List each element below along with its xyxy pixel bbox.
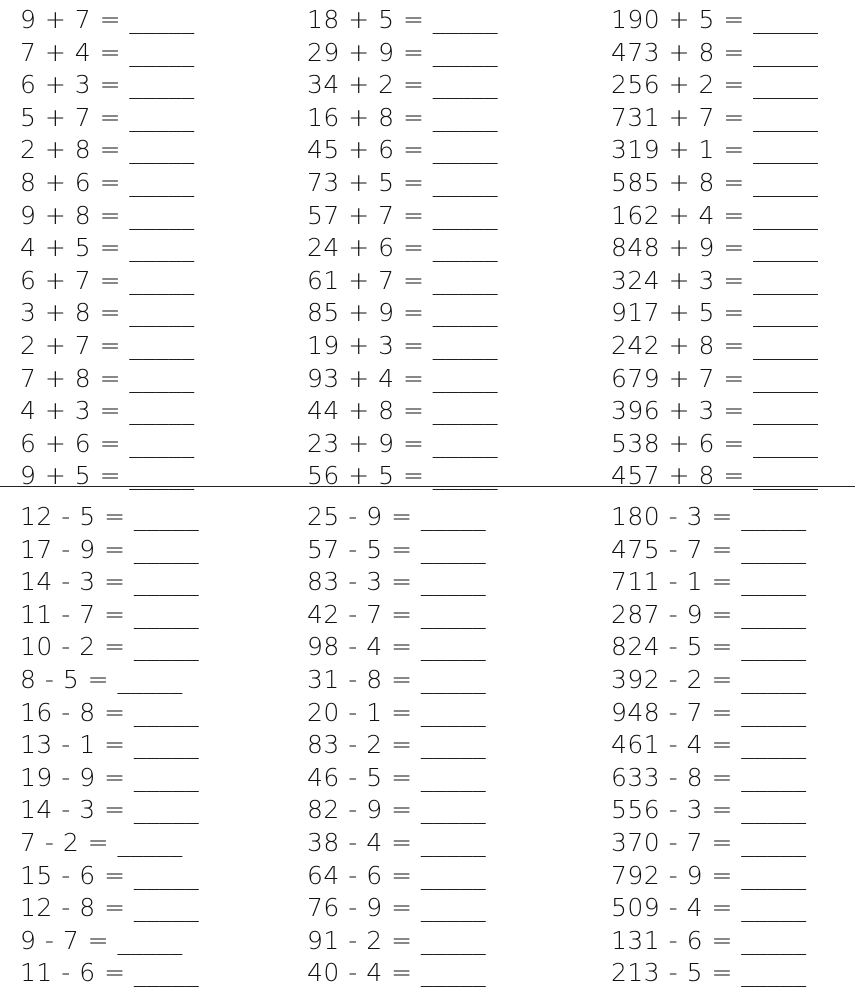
subtraction-problem: 509 - 4 = _____	[611, 893, 807, 923]
subtraction-problem: 9 - 7 = _____	[20, 925, 183, 955]
addition-problem: 190 + 5 = _____	[611, 5, 819, 34]
subtraction-problem: 948 - 7 = _____	[611, 697, 807, 727]
addition-problem: 6 + 6 = _____	[20, 428, 195, 458]
addition-problem: 56 + 5 = _____	[307, 461, 498, 491]
addition-problem: 396 + 3 = _____	[611, 396, 819, 426]
addition-problem: 679 + 7 = _____	[611, 363, 819, 393]
addition-problem: 57 + 7 = _____	[307, 200, 498, 230]
addition-problem: 162 + 4 = _____	[611, 200, 819, 230]
subtraction-column-two-digit	[285, 501, 595, 990]
subtraction-problem: 83 - 2 = _____	[307, 730, 486, 760]
addition-problem: 8 + 6 = _____	[20, 167, 195, 197]
subtraction-problem: 76 - 9 = _____	[307, 893, 486, 923]
addition-problem: 9 + 5 = _____	[20, 461, 195, 491]
addition-problem: 4 + 5 = _____	[20, 233, 195, 263]
subtraction-problem: 15 - 6 = _____	[20, 860, 199, 890]
subtraction-problem: 131 - 6 = _____	[611, 925, 807, 955]
addition-problem: 7 + 8 = _____	[20, 363, 195, 393]
subtraction-problem: 82 - 9 = _____	[307, 795, 486, 825]
addition-problem: 29 + 9 = _____	[307, 37, 498, 67]
addition-section	[0, 4, 855, 493]
addition-problem: 242 + 8 = _____	[611, 330, 819, 360]
addition-problem: 2 + 8 = _____	[20, 135, 195, 165]
addition-column-single-digit	[0, 4, 285, 493]
addition-problem: 457 + 8 = _____	[611, 461, 819, 491]
subtraction-problem: 287 - 9 = _____	[611, 599, 807, 629]
subtraction-problem: 83 - 3 = _____	[307, 567, 486, 597]
subtraction-problem: 633 - 8 = _____	[611, 762, 807, 792]
addition-problem: 6 + 7 = _____	[20, 265, 195, 295]
subtraction-problem: 792 - 9 = _____	[611, 860, 807, 890]
subtraction-problem: 57 - 5 = _____	[307, 534, 486, 564]
subtraction-problem: 46 - 5 = _____	[307, 762, 486, 792]
addition-problem: 23 + 9 = _____	[307, 428, 498, 458]
addition-problem: 4 + 3 = _____	[20, 396, 195, 426]
subtraction-problem: 213 - 5 = _____	[611, 958, 807, 988]
addition-problem: 93 + 4 = _____	[307, 363, 498, 393]
subtraction-problem: 824 - 5 = _____	[611, 632, 807, 662]
subtraction-section	[0, 501, 855, 990]
subtraction-problem: 556 - 3 = _____	[611, 795, 807, 825]
subtraction-problem: 38 - 4 = _____	[307, 827, 486, 857]
subtraction-column-single-digit	[0, 501, 285, 990]
subtraction-problem: 14 - 3 = _____	[20, 795, 199, 825]
subtraction-problem: 8 - 5 = _____	[20, 664, 183, 694]
addition-problem: 3 + 8 = _____	[20, 298, 195, 328]
addition-problem: 73 + 5 = _____	[307, 167, 498, 197]
subtraction-problem: 98 - 4 = _____	[307, 632, 486, 662]
subtraction-problem: 20 - 1 = _____	[307, 697, 486, 727]
subtraction-problem: 25 - 9 = _____	[307, 502, 486, 531]
addition-problem: 319 + 1 = _____	[611, 135, 819, 165]
subtraction-problem: 12 - 5 = _____	[20, 502, 199, 531]
addition-problem: 45 + 6 = _____	[307, 135, 498, 165]
subtraction-problem: 64 - 6 = _____	[307, 860, 486, 890]
subtraction-problem: 461 - 4 = _____	[611, 730, 807, 760]
subtraction-problem: 13 - 1 = _____	[20, 730, 199, 760]
addition-problem: 9 + 7 = _____	[20, 5, 195, 34]
section-divider	[0, 486, 855, 487]
addition-problem: 85 + 9 = _____	[307, 298, 498, 328]
addition-problem: 473 + 8 = _____	[611, 37, 819, 67]
subtraction-problem: 11 - 6 = _____	[20, 958, 199, 988]
addition-problem: 2 + 7 = _____	[20, 330, 195, 360]
subtraction-problem: 10 - 2 = _____	[20, 632, 199, 662]
subtraction-problem: 180 - 3 = _____	[611, 502, 807, 531]
addition-problem: 6 + 3 = _____	[20, 70, 195, 100]
addition-problem: 731 + 7 = _____	[611, 102, 819, 132]
addition-problem: 18 + 5 = _____	[307, 5, 498, 34]
subtraction-problem: 19 - 9 = _____	[20, 762, 199, 792]
addition-problem: 24 + 6 = _____	[307, 233, 498, 263]
subtraction-problem: 11 - 7 = _____	[20, 599, 199, 629]
addition-problem: 7 + 4 = _____	[20, 37, 195, 67]
addition-problem: 917 + 5 = _____	[611, 298, 819, 328]
subtraction-problem: 370 - 7 = _____	[611, 827, 807, 857]
addition-problem: 324 + 3 = _____	[611, 265, 819, 295]
addition-problem: 256 + 2 = _____	[611, 70, 819, 100]
subtraction-problem: 475 - 7 = _____	[611, 534, 807, 564]
subtraction-problem: 16 - 8 = _____	[20, 697, 199, 727]
subtraction-problem: 711 - 1 = _____	[611, 567, 807, 597]
addition-problem: 585 + 8 = _____	[611, 167, 819, 197]
subtraction-problem: 42 - 7 = _____	[307, 599, 486, 629]
subtraction-column-three-digit	[595, 501, 855, 990]
addition-problem: 16 + 8 = _____	[307, 102, 498, 132]
addition-problem: 848 + 9 = _____	[611, 233, 819, 263]
subtraction-problem: 392 - 2 = _____	[611, 664, 807, 694]
addition-problem: 5 + 7 = _____	[20, 102, 195, 132]
subtraction-problem: 31 - 8 = _____	[307, 664, 486, 694]
addition-problem: 34 + 2 = _____	[307, 70, 498, 100]
subtraction-problem: 17 - 9 = _____	[20, 534, 199, 564]
addition-column-two-digit	[285, 4, 595, 493]
subtraction-problem: 40 - 4 = _____	[307, 958, 486, 988]
addition-problem: 61 + 7 = _____	[307, 265, 498, 295]
addition-problem: 538 + 6 = _____	[611, 428, 819, 458]
subtraction-problem: 7 - 2 = _____	[20, 827, 183, 857]
subtraction-problem: 91 - 2 = _____	[307, 925, 486, 955]
addition-problem: 9 + 8 = _____	[20, 200, 195, 230]
addition-problem: 44 + 8 = _____	[307, 396, 498, 426]
addition-column-three-digit	[595, 4, 855, 493]
subtraction-problem: 12 - 8 = _____	[20, 893, 199, 923]
addition-problem: 19 + 3 = _____	[307, 330, 498, 360]
subtraction-problem: 14 - 3 = _____	[20, 567, 199, 597]
